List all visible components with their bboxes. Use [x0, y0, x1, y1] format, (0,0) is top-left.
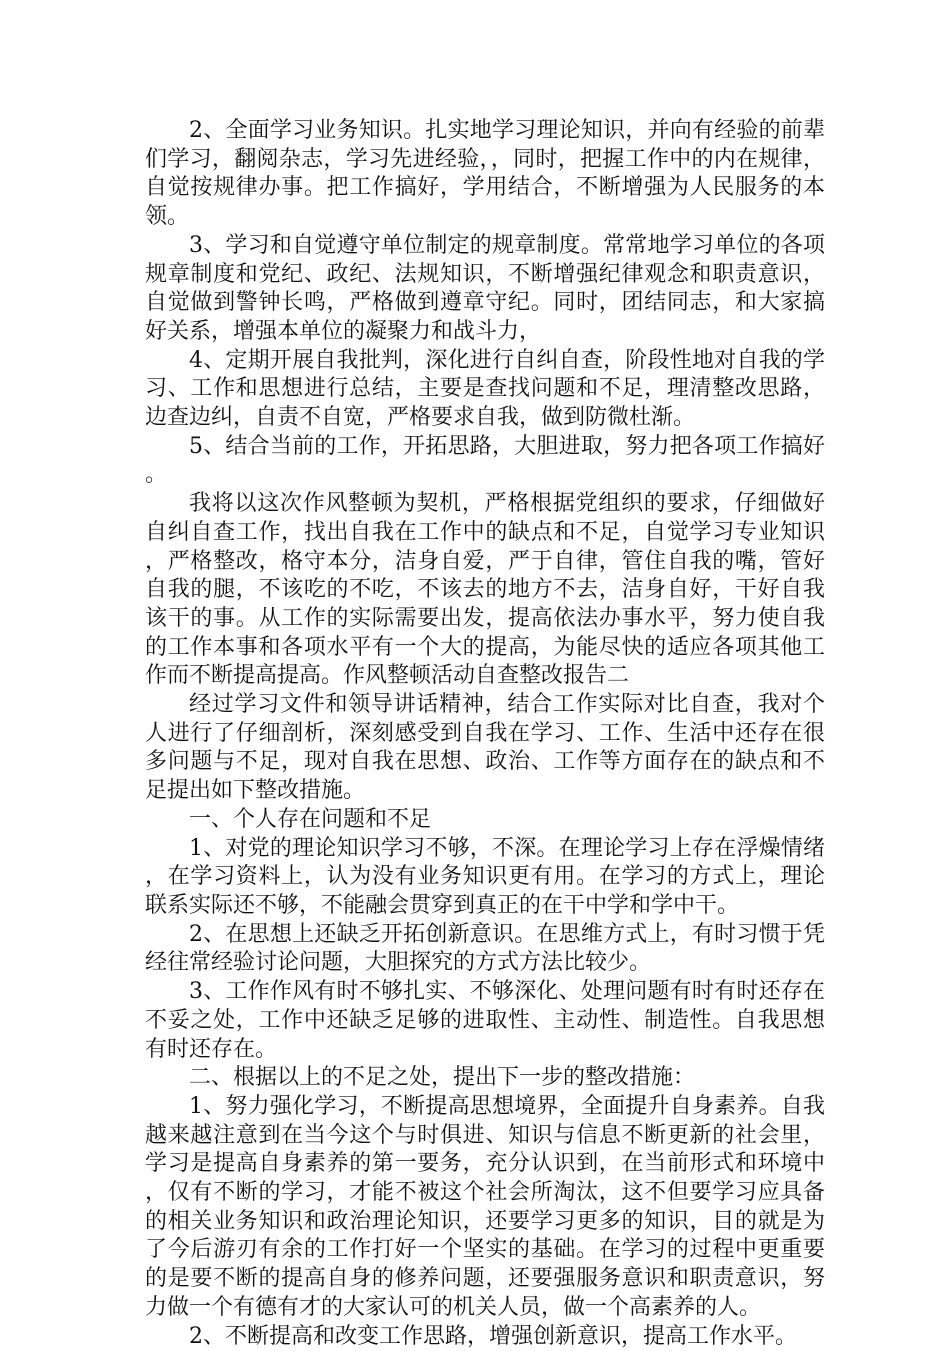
- paragraph-10: 1、努力强化学习，不断提高思想境界，全面提升自身素养。自我越来越注意到在当今这个与时俱进、知识与信息不断更新的社会里，学习是提高自身素养的第一要务，充分认识到，在当前形式和环境中，仅有不断的学习，才能不被这个社会所淘汰，这不但要学习应具备的相关业务知识和政治理论知识，还要学习更多的知识，目的就是为了今后游刃有余的工作打好一个坚实的基础。在学习的过程中更重要的是要不断的提高自身的修养问题，还要强服务意识和职责意识，努力做一个有德有才的大家认可的机关人员，做一个高素养的人。: [145, 1093, 825, 1320]
- section-heading-2: 二、根据以上的不足之处，提出下一步的整改措施：: [189, 1065, 696, 1091]
- paragraph-11: 2、不断提高和改变工作思路，增强创新意识，提高工作水平。: [189, 1323, 797, 1349]
- paragraph-3: 4、定期开展自我批判，深化进行自纠自查，阶段性地对自我的学习、工作和思想进行总结，主要是查找问题和不足，理清整改思路，边查边纠，自责不自宽，严格要求自我，做到防微杜渐。: [145, 347, 825, 431]
- paragraph-8: 2、在思想上还缺乏开拓创新意识。在思维方式上，有时习惯于凭经往常经验讨论问题，大胆探究的方式方法比较少。: [145, 921, 825, 976]
- document-page: [145, 117, 825, 1351]
- paragraph-9: 3、工作作风有时不够扎实、不够深化、处理问题有时有时还存在不妥之处，工作中还缺乏足够的进取性、主动性、制造性。自我思想有时还存在。: [145, 979, 825, 1062]
- paragraph-1: 2、全面学习业务知识。扎实地学习理论知识，并向有经验的前辈们学习，翻阅杂志，学习先进经验，，同时，把握工作中的内在规律，自觉按规律办事。把工作搞好，学用结合，不断增强为人民服务的本领。: [145, 118, 825, 230]
- paragraph-2: 3、学习和自觉遵守单位制定的规章制度。常常地学习单位的各项规章制度和党纪、政纪、法规知识，不断增强纪律观念和职责意识，自觉做到警钟长鸣，严格做到遵章守纪。同时，团结同志，和大家搞好关系，增强本单位的凝聚力和战斗力，: [145, 232, 825, 344]
- section-heading-1: 一、个人存在问题和不足: [189, 806, 432, 832]
- paragraph-6: 经过学习文件和领导讲话精神，结合工作实际对比自查，我对个人进行了仔细剖析，深刻感受到自我在学习、工作、生活中还存在很多问题与不足，现对自我在思想、政治、工作等方面存在的缺点和不足提出如下整改措施。: [145, 692, 825, 804]
- paragraph-4: 5、结合当前的工作，开拓思路，大胆进取，努力把各项工作搞好。: [145, 433, 825, 488]
- paragraph-5: 我将以这次作风整顿为契机，严格根据党组织的要求，仔细做好自纠自查工作，找出自我在工作中的缺点和不足，自觉学习专业知识，严格整改，格守本分，洁身自爱，严于自律，管住自我的嘴，管好自我的腿，不该吃的不吃，不该去的地方不去，洁身自好，干好自我该干的事。从工作的实际需要出发，提高依法办事水平，努力使自我的工作本事和各项水平有一个大的提高，为能尽快的适应各项其他工作而不断提高提高。作风整顿活动自查整改报告二: [145, 491, 825, 689]
- paragraph-7: 1、对党的理论知识学习不够，不深。在理论学习上存在浮燥情绪，在学习资料上，认为没有业务知识更有用。在学习的方式上，理论联系实际还不够，不能融会贯穿到真正的在干中学和学中干。: [145, 835, 825, 918]
